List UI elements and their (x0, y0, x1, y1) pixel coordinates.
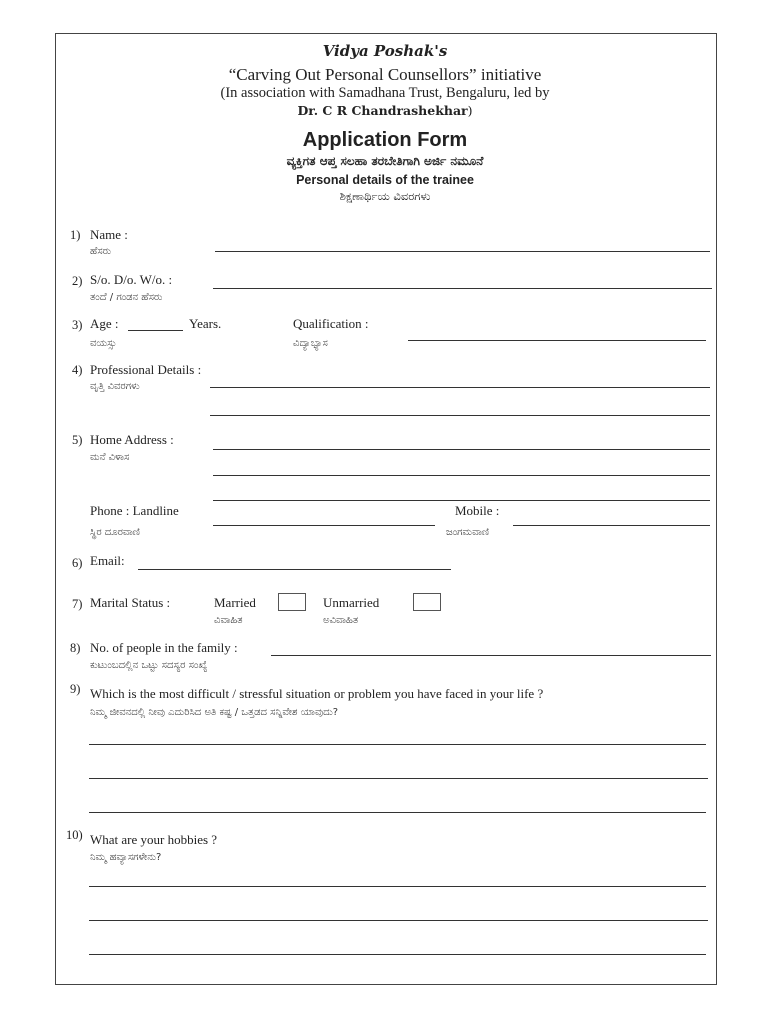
address-field-line-3[interactable] (213, 500, 710, 501)
item-number: 2) (72, 274, 83, 288)
association-text: (In association with Samadhana Trust, Bengaluru, led by (220, 85, 550, 101)
hobbies-answer-line-2[interactable] (89, 920, 708, 921)
item-number: 4) (72, 363, 83, 377)
mobile-label-kannada: ಜಂಗಮವಾಣಿ (446, 527, 490, 538)
item-number: 10) (66, 828, 83, 842)
item-number: 7) (72, 597, 83, 611)
item-number: 9) (70, 682, 81, 696)
leader-name: Dr. C R Chandrashekhar (297, 103, 468, 118)
item-number: 5) (72, 433, 83, 447)
hobbies-question-kannada: ನಿಮ್ಮ ಹವ್ಯಾಸಗಳೇನು? (90, 852, 162, 863)
age-field[interactable] (128, 330, 183, 331)
difficult-question-kannada: ನಿಮ್ಮ ಜೀವನದಲ್ಲಿ ನೀವು ಎದುರಿಸಿದ ಅತಿ ಕಷ್ಟ / ಒತ್ತಡದ ಸನ್ನಿವೇಶ ಯಾವುದು? (90, 707, 339, 718)
address-field[interactable] (213, 449, 710, 450)
landline-field[interactable] (213, 525, 435, 526)
item-number: 3) (72, 318, 83, 332)
address-field-line-2[interactable] (213, 475, 710, 476)
unmarried-checkbox[interactable] (413, 593, 441, 611)
married-checkbox[interactable] (278, 593, 306, 611)
mobile-field[interactable] (513, 525, 710, 526)
qualification-label-kannada: ವಿದ್ಯಾಭ್ಯಾಸ (293, 338, 328, 349)
age-label-kannada: ವಯಸ್ಸು (90, 338, 117, 349)
married-label-kannada: ವಿವಾಹಿತ (214, 615, 243, 626)
item-number: 8) (70, 641, 81, 655)
difficult-answer-line-3[interactable] (89, 812, 706, 813)
professional-field-line-2[interactable] (210, 415, 710, 416)
item-number: 1) (70, 228, 81, 242)
address-label: Home Address : (90, 432, 174, 447)
age-unit: Years. (189, 316, 222, 331)
married-label: Married (214, 595, 256, 610)
section-title-kannada: ಶಿಕ್ಷಣಾರ್ಥಿಯ ವಿವರಗಳು (339, 189, 431, 203)
section-title: Personal details of the trainee (296, 173, 474, 187)
leader-line (0, 103, 770, 118)
professional-field[interactable] (210, 387, 710, 388)
unmarried-label-kannada: ಅವಿವಾಹಿತ (323, 615, 359, 626)
form-title: Application Form (302, 129, 468, 151)
email-field[interactable] (138, 569, 451, 570)
professional-label: Professional Details : (90, 362, 202, 377)
initiative-title: “Carving Out Personal Counsellors” initiative (228, 65, 542, 84)
qualification-field[interactable] (408, 340, 706, 341)
mobile-label: Mobile : (455, 503, 500, 518)
hobbies-answer-line-3[interactable] (89, 954, 706, 955)
landline-label-kannada: ಸ್ಥಿರ ದೂರವಾಣಿ (90, 527, 140, 538)
qualification-label: Qualification : (293, 316, 369, 331)
professional-label-kannada: ವೃತ್ತಿ ವಿವರಗಳು (90, 381, 140, 392)
sdw-label-kannada: ತಂದೆ / ಗಂಡನ ಹೆಸರು (90, 292, 163, 303)
leader-close: ) (467, 103, 473, 118)
email-label: Email: (90, 553, 125, 568)
address-label-kannada: ಮನೆ ವಿಳಾಸ (90, 452, 130, 463)
sdw-label: S/o. D/o. W/o. : (90, 272, 173, 287)
sdw-field[interactable] (213, 288, 712, 289)
family-label: No. of people in the family : (90, 640, 238, 655)
family-label-kannada: ಕುಟುಂಬದಲ್ಲಿನ ಒಟ್ಟು ಸದಸ್ಯರ ಸಂಖ್ಯೆ (90, 660, 208, 671)
family-field[interactable] (271, 655, 711, 656)
hobbies-answer-line-1[interactable] (89, 886, 706, 887)
marital-label: Marital Status : (90, 595, 171, 610)
hobbies-question: What are your hobbies ? (90, 832, 218, 847)
brand-title: Vidya Poshak's (322, 42, 448, 60)
item-number: 6) (72, 556, 83, 570)
difficult-answer-line-2[interactable] (89, 778, 708, 779)
name-field[interactable] (215, 251, 710, 252)
difficult-question: Which is the most difficult / stressful situation or problem you have faced in your life ? (90, 686, 544, 701)
landline-label: Phone : Landline (90, 503, 179, 518)
form-title-kannada: ವ್ಯಕ್ತಿಗತ ಆಪ್ತ ಸಲಹಾ ತರಬೇತಿಗಾಗಿ ಅರ್ಜಿ ನಮೂನೆ (286, 154, 484, 168)
age-label: Age : (90, 316, 119, 331)
unmarried-label: Unmarried (323, 595, 380, 610)
name-label: Name : (90, 227, 128, 242)
name-label-kannada: ಹೆಸರು (90, 246, 112, 257)
difficult-answer-line-1[interactable] (89, 744, 706, 745)
